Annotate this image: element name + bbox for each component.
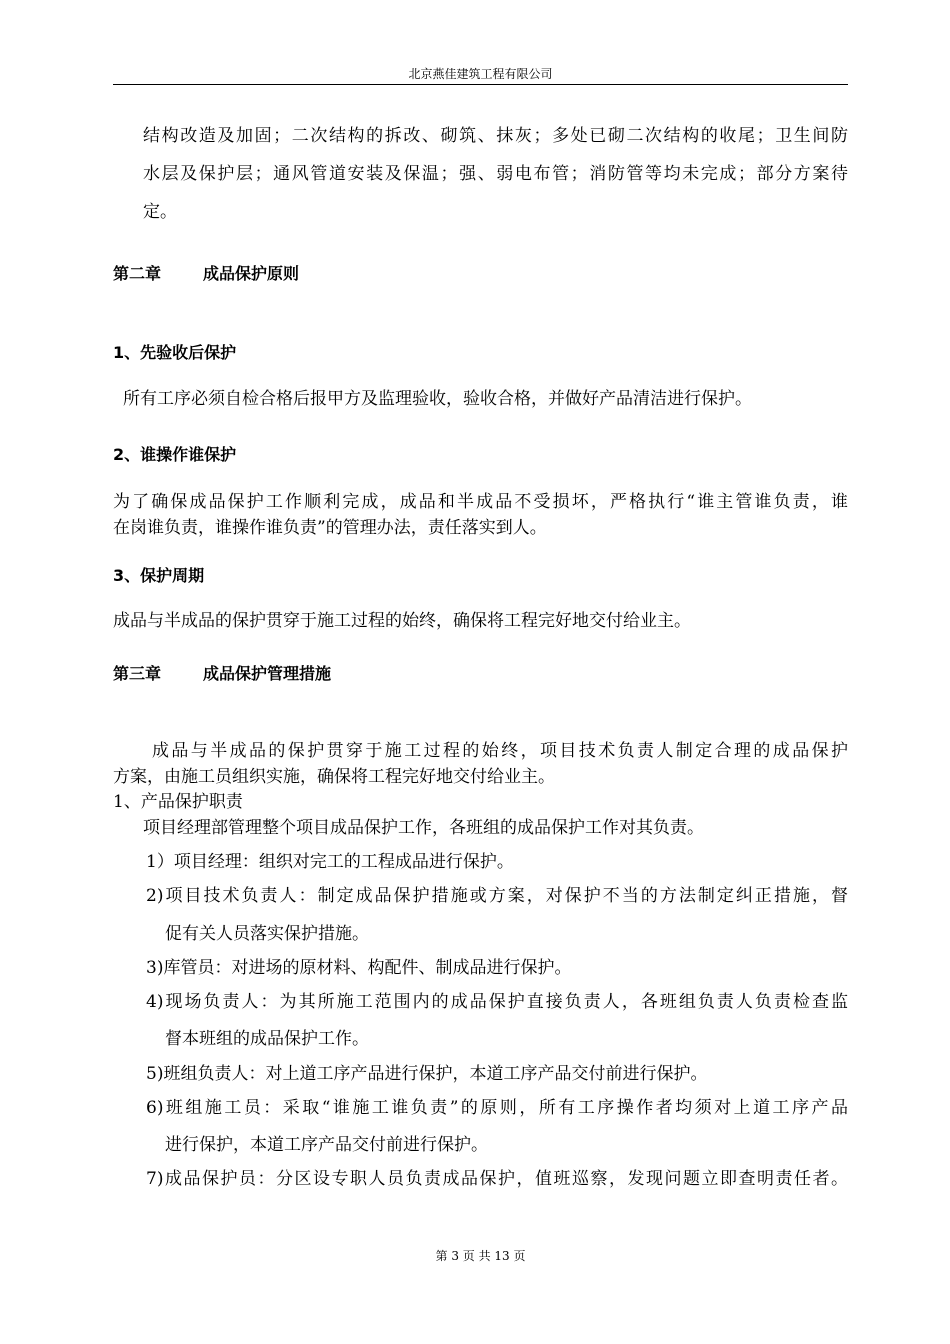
page-footer: 第 3 页 共 13 页 xyxy=(435,1249,526,1263)
chapter-2-number: 第二章 xyxy=(113,264,162,283)
list-item-2-line-1: 2)项目技术负责人：制定成品保护措施或方案，对保护不当的方法制定纠正措施，督 xyxy=(146,886,848,906)
list-item-5: 5)班组负责人：对上道工序产品进行保护，本道工序产品交付前进行保护。 xyxy=(146,1064,708,1084)
header-divider xyxy=(113,84,848,85)
chapter-2-heading xyxy=(113,263,299,285)
list-item-4-line-1: 4)现场负责人：为其所施工范围内的成品保护直接负责人，各班组负责人负责检查监 xyxy=(146,992,848,1012)
chapter-2-title: 成品保护原则 xyxy=(203,264,300,283)
page-header: 北京燕佳建筑工程有限公司 xyxy=(408,67,553,81)
section-3-1-heading: 1、产品保护职责 xyxy=(113,792,243,812)
section-2-2-heading: 2、谁操作谁保护 xyxy=(113,445,237,464)
intro-line-1: 结构改造及加固；二次结构的拆改、砌筑、抹灰；多处已砌二次结构的收尾；卫生间防 xyxy=(143,126,848,146)
chapter-3-heading xyxy=(113,663,331,685)
section-2-2-line-2: 在岗谁负责，谁操作谁负责”的管理办法，责任落实到人。 xyxy=(113,518,547,538)
list-item-2-line-2: 促有关人员落实保护措施。 xyxy=(165,924,369,944)
chapter-3-number: 第三章 xyxy=(113,664,162,683)
list-item-6-line-1: 6)班组施工员：采取“谁施工谁负责”的原则，所有工序操作者均须对上道工序产品 xyxy=(146,1098,848,1118)
list-item-3: 3)库管员：对进场的原材料、构配件、制成品进行保护。 xyxy=(146,958,572,978)
chapter-3-para-line-2: 方案，由施工员组织实施，确保将工程完好地交付给业主。 xyxy=(113,767,555,787)
section-2-2-line-1: 为了确保成品保护工作顺利完成，成品和半成品不受损坏，严格执行“谁主管谁负责，谁 xyxy=(113,492,848,512)
section-2-1-text: 所有工序必须自检合格后报甲方及监理验收，验收合格，并做好产品清洁进行保护。 xyxy=(123,389,752,409)
list-item-1: 1）项目经理：组织对完工的工程成品进行保护。 xyxy=(146,852,514,872)
list-item-6-line-2: 进行保护，本道工序产品交付前进行保护。 xyxy=(165,1135,488,1155)
chapter-3-para-line-1: 成品与半成品的保护贯穿于施工过程的始终，项目技术负责人制定合理的成品保护 xyxy=(152,741,848,761)
chapter-3-title: 成品保护管理措施 xyxy=(203,664,332,683)
section-2-3-heading: 3、保护周期 xyxy=(113,566,205,585)
section-3-1-text: 项目经理部管理整个项目成品保护工作，各班组的成品保护工作对其负责。 xyxy=(143,818,704,838)
list-item-4-line-2: 督本班组的成品保护工作。 xyxy=(165,1029,369,1049)
list-item-7: 7)成品保护员：分区设专职人员负责成品保护，值班巡察，发现问题立即查明责任者。 xyxy=(146,1169,848,1189)
section-2-1-heading: 1、先验收后保护 xyxy=(113,343,237,362)
section-2-3-text: 成品与半成品的保护贯穿于施工过程的始终，确保将工程完好地交付给业主。 xyxy=(113,611,691,631)
intro-line-2: 水层及保护层；通风管道安装及保温；强、弱电布管；消防管等均未完成；部分方案待 xyxy=(143,164,848,184)
intro-line-3: 定。 xyxy=(143,202,177,222)
